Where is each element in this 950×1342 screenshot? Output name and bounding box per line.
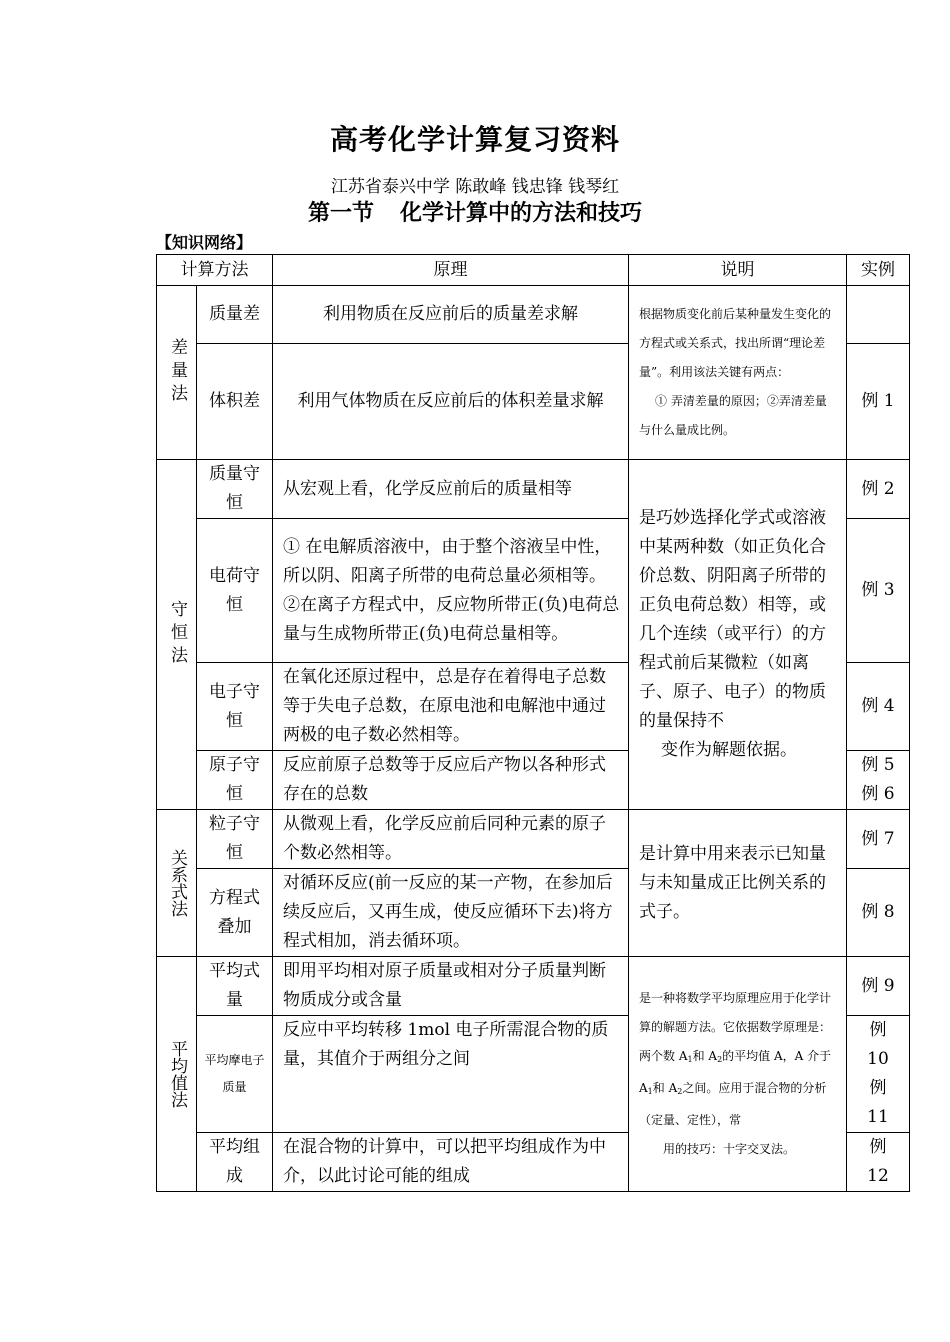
example-cell: 例 9 xyxy=(847,957,910,1016)
explanation-cell xyxy=(629,810,847,957)
example-label: 11 xyxy=(867,1107,889,1127)
example-cell xyxy=(847,1133,910,1192)
explanation-text: 和 A xyxy=(692,1049,718,1063)
example-cell xyxy=(847,751,910,810)
explanation-text: 用的技巧：十字交叉法。 xyxy=(663,1142,796,1156)
explanation-text: 是巧妙选择化学式或溶液中某两种数（如正负化合价总数、阴阳离子所带的正负电荷总数）相等，或几个连续（或平行）的方程式前后某微粒（如离子、原子、电子）的物质的量保持不 xyxy=(639,508,826,731)
example-cell: 例 7 xyxy=(847,810,910,869)
document-title: 高考化学计算复习资料 xyxy=(329,123,620,156)
example-cell: 例 3 xyxy=(847,519,910,663)
example-cell xyxy=(847,286,910,344)
example-cell xyxy=(847,1016,910,1133)
explanation-cell xyxy=(629,286,847,460)
method-name: 平均式量 xyxy=(197,957,273,1016)
explanation-text: 和 A xyxy=(652,1081,678,1095)
example-cell: 例 1 xyxy=(847,344,910,460)
subscript: 2 xyxy=(677,1087,683,1096)
explanation-cell xyxy=(629,957,847,1192)
section-name: 化学计算中的方法和技巧 xyxy=(400,200,643,226)
header-method: 计算方法 xyxy=(157,255,273,286)
explanation-text: ① 弄清差量的原因；②弄清差量与什么量成比例。 xyxy=(639,394,827,437)
principle-cell: 对循环反应(前一反应的某一产物，在参加后续反应后，又再生成，使反应循环下去)将方程式相加，消去循环项。 xyxy=(273,869,629,957)
methods-table xyxy=(156,254,910,1192)
section-heading xyxy=(0,196,950,227)
example-label: 12 xyxy=(867,1166,889,1186)
table-header-row xyxy=(157,255,910,286)
category-difference: 差量法 xyxy=(157,286,197,460)
method-name: 电子守恒 xyxy=(197,663,273,751)
knowledge-network-label: 【知识网络】 xyxy=(156,233,253,252)
subscript: 1 xyxy=(647,1087,653,1096)
example-cell: 例 4 xyxy=(847,663,910,751)
explanation-text: 是一种将数学平均原理应用于化学计算的解题方法。它依据数学原理是：两个数 A xyxy=(639,991,832,1063)
example-label: 10 xyxy=(867,1049,889,1069)
subscript: 1 xyxy=(687,1055,693,1064)
method-name: 质量守恒 xyxy=(197,460,273,519)
principle-cell: 在混合物的计算中，可以把平均组成作为中介，以此讨论可能的组成 xyxy=(273,1133,629,1192)
explanation-text: 式子。 xyxy=(639,901,690,922)
example-label: 例 5 xyxy=(861,755,895,775)
principle-cell: ① 在电解质溶液中，由于整个溶液呈中性，所以阴、阳离子所带的电荷总量必须相等。②在离子方程式中，反应物所带正(负)电荷总量与生成物所带正(负)电荷总量相等。 xyxy=(273,519,629,663)
method-name: 质量差 xyxy=(197,286,273,344)
explanation-text: 之间。应用于混合物的分析（定量、定性），常 xyxy=(639,1081,827,1127)
table-row xyxy=(157,810,910,869)
example-label: 例 xyxy=(869,1020,887,1040)
principle-cell: 反应中平均转移 1mol 电子所需混合物的质量，其值介于两组分之间 xyxy=(273,1016,629,1133)
explanation-text: 的平均值 A，A 介于 A xyxy=(639,1049,832,1095)
explanation-cell xyxy=(629,460,847,810)
section-number: 第一节 xyxy=(307,200,374,226)
principle-cell: 从宏观上看，化学反应前后的质量相等 xyxy=(273,460,629,519)
example-label: 例 xyxy=(869,1078,887,1098)
example-cell: 例 2 xyxy=(847,460,910,519)
explanation-text: 根据物质变化前后某种量发生变化的方程式或关系式，找出所谓“理论差量”。利用该法关键有两点： xyxy=(639,307,832,379)
method-name: 原子守恒 xyxy=(197,751,273,810)
table-row xyxy=(157,286,910,344)
principle-cell: 即用平均相对原子质量或相对分子质量判断物质成分或含量 xyxy=(273,957,629,1016)
authors-line: 江苏省泰兴中学 陈敢峰 钱忠锋 钱琴红 xyxy=(330,177,620,197)
principle-cell: 从微观上看，化学反应前后同种元素的原子个数必然相等。 xyxy=(273,810,629,869)
example-cell: 例 8 xyxy=(847,869,910,957)
principle-cell: 利用物质在反应前后的质量差求解 xyxy=(273,286,629,344)
method-name: 粒子守恒 xyxy=(197,810,273,869)
table-row xyxy=(157,460,910,519)
principle-cell: 反应前原子总数等于反应后产物以各种形式存在的总数 xyxy=(273,751,629,810)
header-explanation: 说明 xyxy=(629,255,847,286)
table-row xyxy=(157,957,910,1016)
principle-cell: 利用气体物质在反应前后的体积差量求解 xyxy=(273,344,629,460)
method-name: 电荷守恒 xyxy=(197,519,273,663)
header-example: 实例 xyxy=(847,255,910,286)
method-name: 平均组成 xyxy=(197,1133,273,1192)
category-conservation: 守恒法 xyxy=(157,460,197,810)
example-label: 例 6 xyxy=(861,784,895,804)
example-label: 例 xyxy=(869,1137,887,1157)
category-average: 平均值法 xyxy=(157,957,197,1192)
subscript: 2 xyxy=(717,1055,723,1064)
method-name: 平均摩电子质量 xyxy=(197,1016,273,1133)
method-name: 方程式叠加 xyxy=(197,869,273,957)
method-name: 体积差 xyxy=(197,344,273,460)
explanation-text: 是计算中用来表示已知量与未知量成正比例关系的 xyxy=(639,843,826,893)
explanation-text: 变作为解题依据。 xyxy=(661,740,797,760)
principle-cell: 在氧化还原过程中，总是存在着得电子总数等于失电子总数，在原电池和电解池中通过两极的电子数必然相等。 xyxy=(273,663,629,751)
category-relation: 关系式法 xyxy=(157,810,197,957)
header-principle: 原理 xyxy=(273,255,629,286)
